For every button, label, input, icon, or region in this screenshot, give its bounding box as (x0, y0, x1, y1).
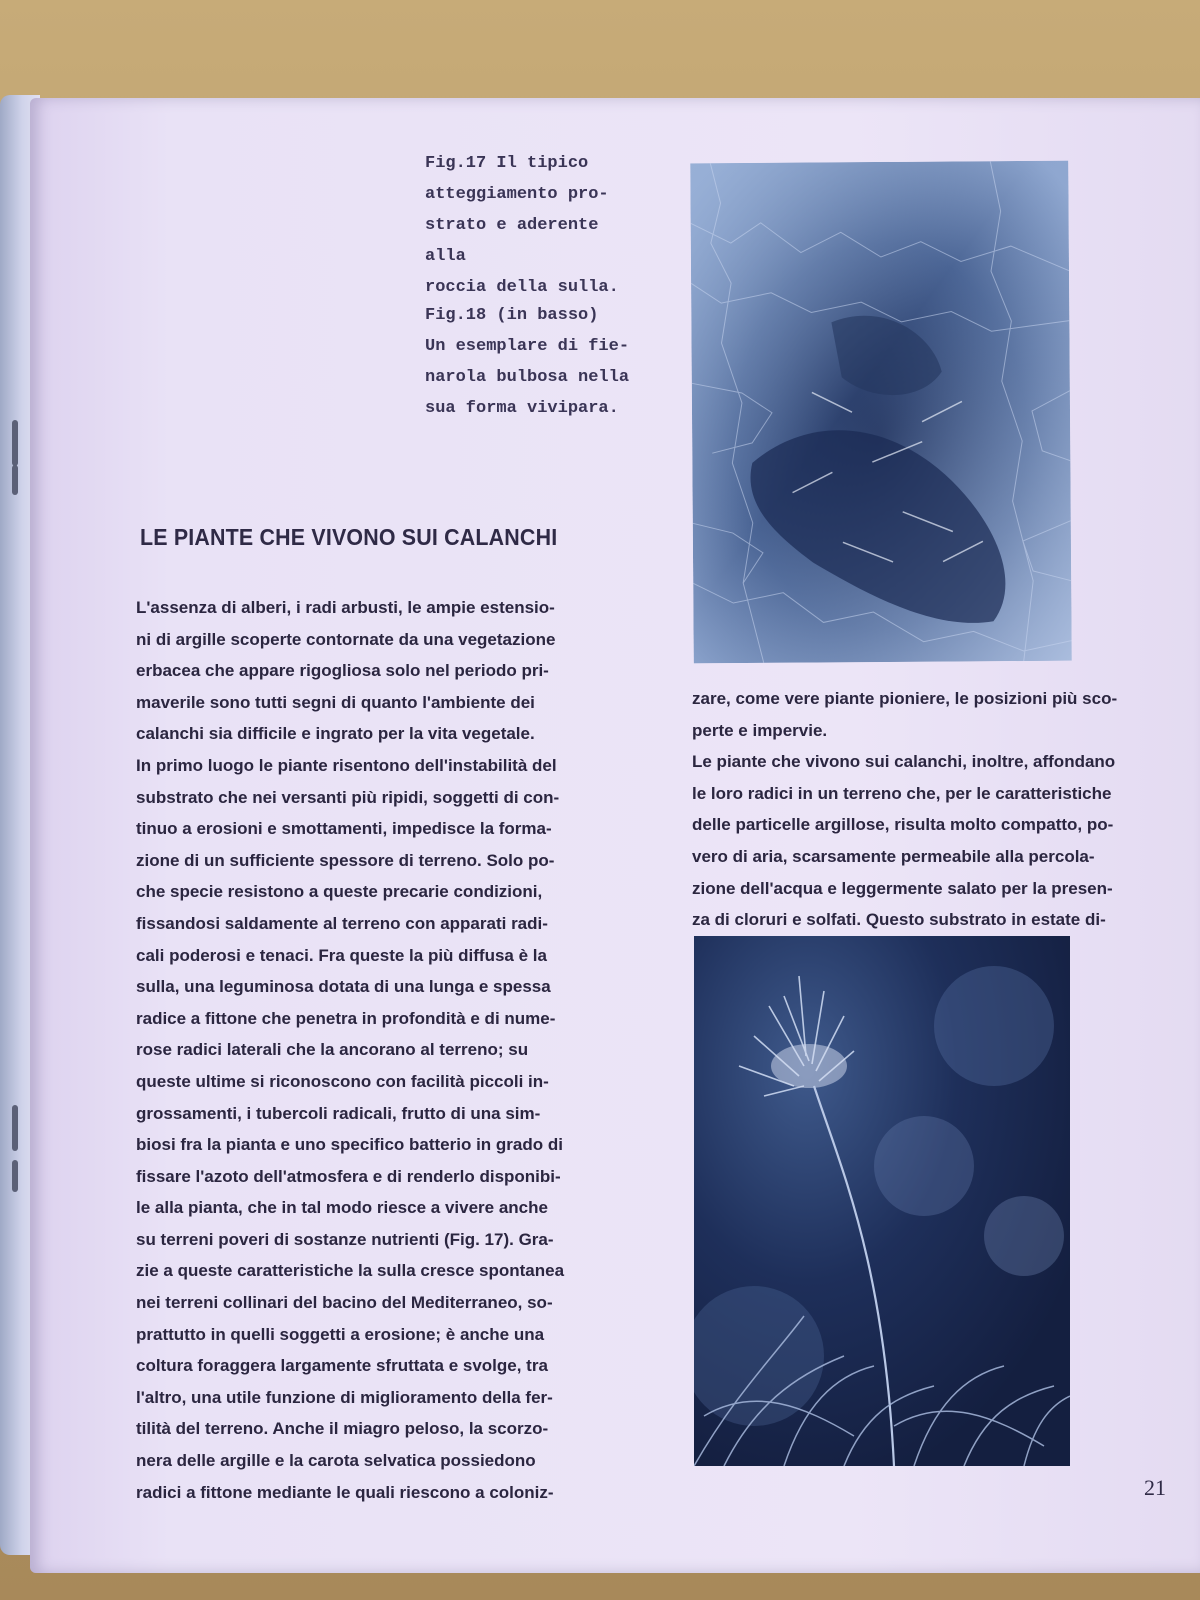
page-number: 21 (1144, 1475, 1166, 1500)
binding-stitch (12, 420, 18, 466)
figure-17-photo (690, 161, 1071, 664)
section-title: LE PIANTE CHE VIVONO SUI CALANCHI (140, 524, 558, 550)
binding-stitch (12, 465, 18, 495)
right-column-text: zare, come vere piante pioniere, le posizioni più sco- perte e impervie. Le piante che vivono sui calanchi, inoltre, affondano le loro radici in un terreno che, per le caratteristiche delle particelle argillose, risulta molto compatto, po- vero di aria, scarsamente permeabile alla percola- zione dell'acqua e leggermente salato per la presen- za di cloruri e solfati. Questo substrato in estate di- (692, 689, 1118, 930)
binding-stitch (12, 1160, 18, 1192)
figure-18-caption: Fig.18 (in basso) Un esemplare di fie- narola bulbosa nella sua forma vivipara. (425, 306, 630, 418)
left-column-text: L'assenza di alberi, i radi arbusti, le ampie estensio- ni di argille scoperte contornate da una vegetazione erbacea che appare rigogliosa solo nel periodo pri- maverile sono tutti segni di quanto l'ambiente dei calanchi sia difficile e ingrato per la vita vegetale. In primo luogo le piante risentono dell'instabilità del substrato che nei versanti più ripidi, soggetti di con- tinuo a erosioni e smottamenti, impedisce la forma- zione di un sufficiente spessore di terreno. Solo po- che specie resistono a queste precarie condizioni, fissandosi saldamente al terreno con apparati radi- cali poderosi e tenaci. Fra queste la più diffusa è la sulla, una leguminosa dotata di una lunga e spessa radice a fittone che penetra in profondità e di nume- rose radici laterali che la ancorano al terreno; su queste ultime si riconoscono con facilità piccoli in- grossamenti, i tubercoli radicali, frutto di una sim- biosi fra la pianta e uno specifico batterio in grado di fissare l'azoto dell'atmosfera e di renderlo disponibi- le alla pianta, che in tal modo riesce a vivere anche su terreni poveri di sostanze nutrienti (Fig. 17). Gra- zie a queste caratteristiche la sulla cresce spontanea nei terreni collinari del bacino del Mediterraneo, so- prattutto in quelli soggetti a erosione; è anche una coltura foraggera largamente sfruttata e svolge, tra l'altro, una utile funzione di miglioramento della fer- tilità del terreno. Anche il miagro peloso, la scorzo- nera delle argille e la carota selvatica possiedono radici a fittone mediante le quali riescono a coloniz- (136, 598, 565, 1502)
binding-stitch (12, 1105, 18, 1151)
figure-17-caption: Fig.17 Il tipico atteggiamento pro- strato e aderente alla roccia della sulla. (425, 154, 619, 297)
figure-18-photo (694, 936, 1070, 1466)
